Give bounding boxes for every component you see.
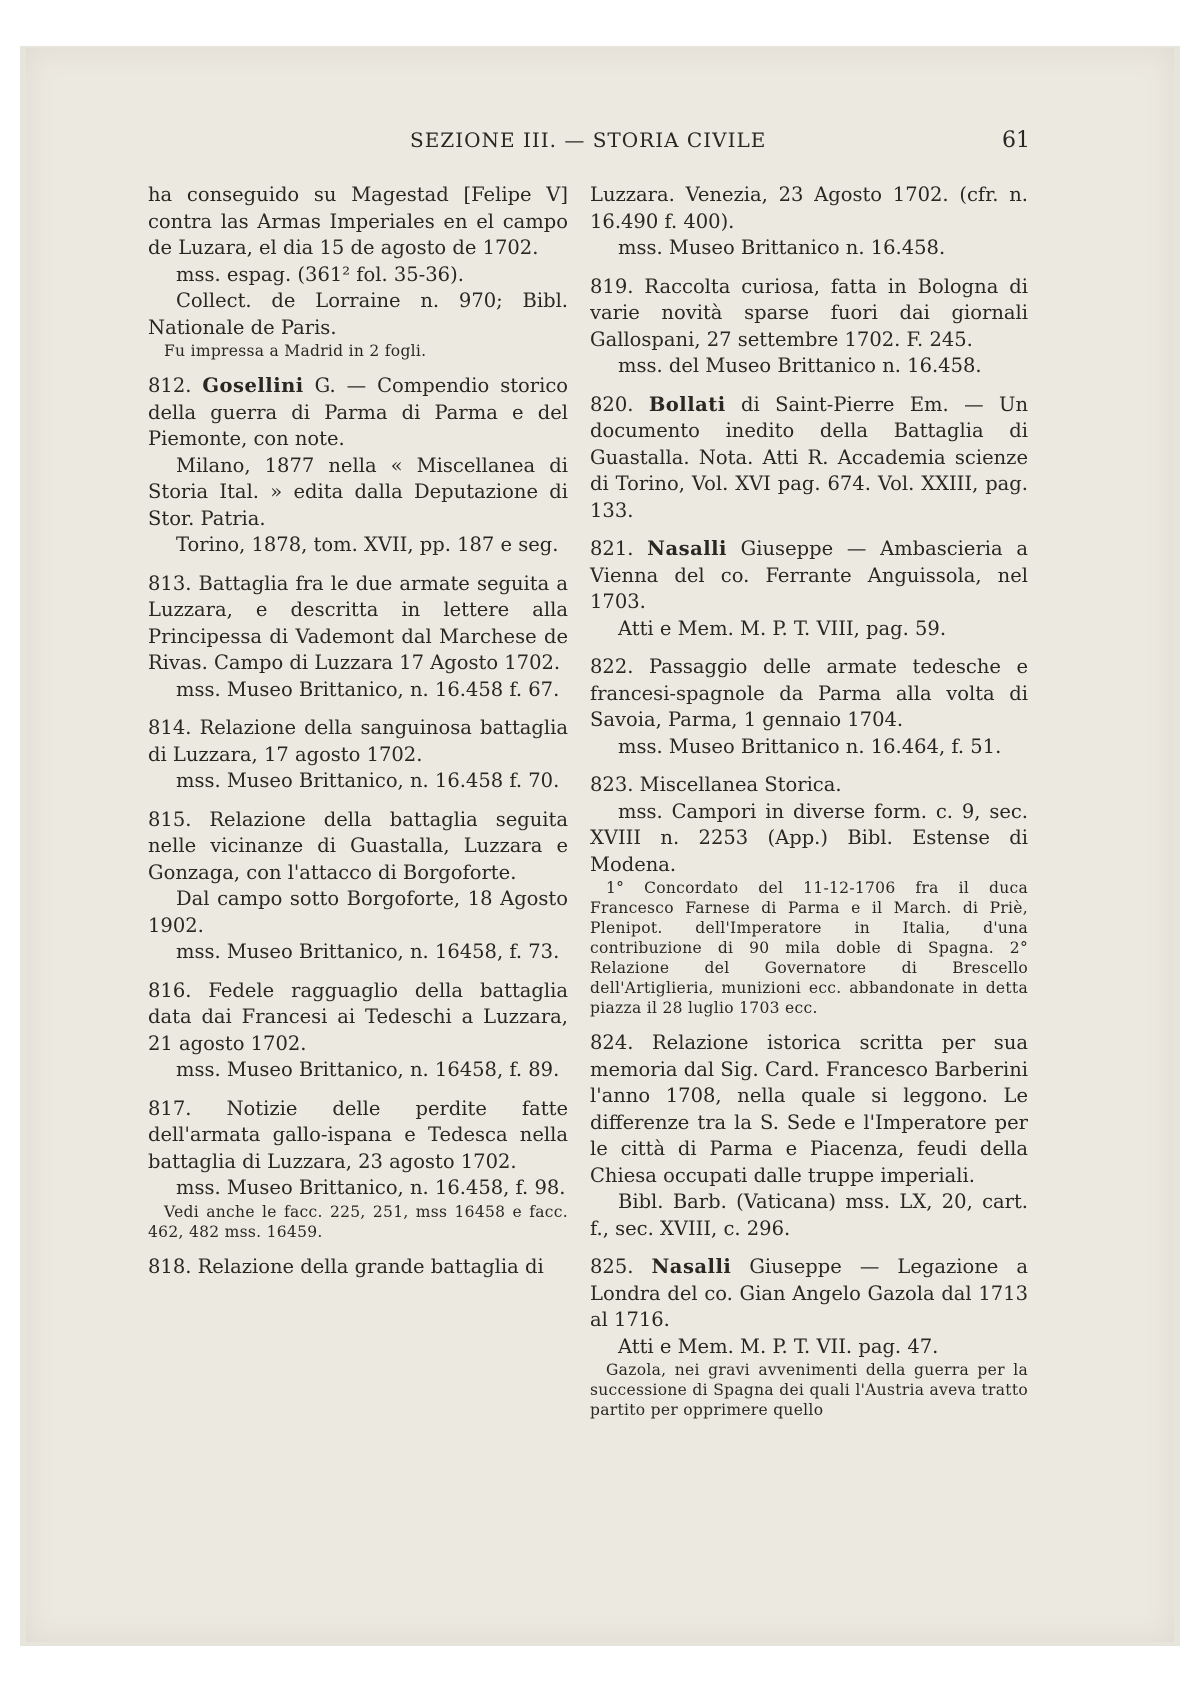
entry-mss: mss. Campori in diverse form. c. 9, sec. XVIII n. 2253 (App.) Bibl. Estense di Modena. [590, 799, 1028, 876]
entry-818 [148, 1254, 568, 1281]
entry-author: Nasalli [651, 1255, 732, 1278]
entry-author: Nasalli [647, 537, 727, 560]
entry-publication: Torino, 1878, tom. XVII, pp. 187 e seg. [176, 533, 559, 556]
entry-place-date: Dal campo sotto Borgoforte, 18 Agosto 1902. [148, 887, 568, 937]
entry-mss: mss. Museo Brittanico, n. 16458, f. 89. [176, 1058, 560, 1081]
entry-text: Relazione della grande battaglia di [191, 1254, 544, 1278]
entry-text: Fedele ragguaglio della battaglia data dai Francesi ai Tedeschi a Luzzara, 21 agosto 1702. [148, 978, 568, 1055]
entry-814 [148, 715, 568, 795]
entry-number: 821. [590, 537, 634, 560]
entry-number: 819. [590, 274, 634, 298]
entry-number: 823. [590, 773, 634, 796]
entry-815 [148, 807, 568, 966]
entry-author: Gosellini [202, 374, 304, 397]
entry-text: di Saint-Pierre Em. — Un documento inedito della Battaglia di Guastalla. Nota. Atti R. Accademia scienze di Torino, Vol. XVI pag. 674. Vol. XXIII, pag. 133. [590, 392, 1028, 522]
entry-820 [590, 392, 1028, 525]
entry-821 [590, 536, 1028, 642]
page-number: 61 [1002, 128, 1030, 153]
entry-number: 812. [148, 374, 192, 397]
entry-824 [590, 1030, 1028, 1242]
entry-number: 820. [590, 392, 634, 416]
section-title: SEZIONE III. — STORIA CIVILE [410, 128, 767, 152]
entry-mss: mss. Museo Brittanico, n. 16.458, f. 98. [176, 1176, 566, 1199]
entry-819 [590, 274, 1028, 380]
entry-mss: mss. Museo Brittanico, n. 16.458 f. 70. [176, 769, 560, 792]
entry-text: Passaggio delle armate tedesche e francesi-spagnole da Parma alla volta di Savoia, Parma, 1 gennaio 1704. [590, 655, 1028, 731]
entry-text: Giuseppe — Legazione a Londra del co. Gian Angelo Gazola dal 1713 al 1716. [590, 1255, 1028, 1331]
entry-text: Battaglia fra le due armate seguita a Luzzara, e descritta in lettere alla Principessa di Vademont dal Marchese de Rivas. Campo di Luzzara 17 Agosto 1702. [148, 571, 568, 674]
entry-number: 817. [148, 1096, 192, 1120]
entry-publication: Milano, 1877 nella « Miscellanea di Storia Ital. » edita dalla Deputazione di Stor. Patria. [148, 453, 568, 530]
entry-text: Giuseppe — Ambascieria a Vienna del co. Ferrante Anguissola, nel 1703. [590, 537, 1028, 613]
entry-collection: Collect. de Lorraine n. 970; Bibl. Nationale de Paris. [148, 289, 568, 339]
entry-813 [148, 571, 568, 704]
entry-mss: mss. espag. (361² fol. 35-36). [176, 262, 464, 286]
entry-822 [590, 654, 1028, 760]
entry-number: 825. [590, 1255, 634, 1278]
entry-note: Fu impressa a Madrid in 2 fogli. [164, 342, 427, 360]
entry-825 [590, 1254, 1028, 1420]
entry-text: Relazione istorica scritta per sua memoria dal Sig. Card. Francesco Barberini l'anno 1708, nella quale si leggono. Le differenze tra la S. Sede e l'Imperatore per le città di Parma e Piacenza, feudi della Chiesa occupati dalle truppe imperiali. [590, 1031, 1028, 1187]
entry-reference: Atti e Mem. M. P. T. VII. pag. 47. [618, 1334, 939, 1358]
entry-number: 814. [148, 716, 192, 739]
entry-reference: Bibl. Barb. (Vaticana) mss. LX, 20, cart. f., sec. XVIII, c. 296. [590, 1190, 1028, 1240]
entry-mss: mss. Museo Brittanico n. 16.464, f. 51. [618, 734, 1002, 758]
entry-816 [148, 978, 568, 1084]
entry-number: 818. [148, 1254, 192, 1278]
entry-author: Bollati [648, 392, 726, 416]
entry-text: Relazione della sanguinosa battaglia di Luzzara, 17 agosto 1702. [148, 716, 568, 766]
entry-number: 824. [590, 1031, 634, 1054]
entry-number: 815. [148, 807, 192, 831]
entry-mss: mss. del Museo Brittanico n. 16.458. [618, 354, 982, 377]
entry-text: Relazione della battaglia seguita nelle vicinanze di Guastalla, Luzzara e Gonzaga, con l'attacco di Borgoforte. [148, 807, 568, 884]
entry-817 [148, 1096, 568, 1242]
page-header [130, 128, 1030, 158]
entry-continued [148, 182, 568, 361]
entry-note: 1° Concordato del 11-12-1706 fra il duca Francesco Farnese di Parma e il March. di Priè, Plenipot. dell'Imperatore in Italia, d'una contribuzione di 90 mila doble di Spagna. 2° Relazione del Governatore di Brescello dell'Artiglieria, munizioni ecc. abbandonate in detta piazza il 28 luglio 1703 ecc. [590, 879, 1028, 1017]
entry-text: Luzzara. Venezia, 23 Agosto 1702. (cfr. n. 16.490 f. 400). [590, 183, 1028, 233]
entry-number: 816. [148, 978, 192, 1002]
right-column [590, 182, 1028, 1432]
entry-note: Gazola, nei gravi avvenimenti della guerra per la successione di Spagna dei quali l'Austria aveva tratto partito per opprimere quello [590, 1361, 1028, 1419]
entry-text: Miscellanea Storica. [633, 773, 842, 796]
entry-812 [148, 373, 568, 559]
entry-text: Raccolta curiosa, fatta in Bologna di varie novità sparse fuori dai giornali Gallospani, 27 settembre 1702. F. 245. [590, 274, 1028, 351]
left-column [148, 182, 568, 1292]
entry-mss: mss. Museo Brittanico n. 16.458. [618, 236, 946, 259]
entry-mss: mss. Museo Brittanico, n. 16458, f. 73. [176, 940, 560, 963]
entry-text: G. — Compendio storico della guerra di Parma di Parma e del Piemonte, con note. [148, 374, 568, 450]
entry-reference: Atti e Mem. M. P. T. VIII, pag. 59. [618, 616, 947, 640]
entry-number: 822. [590, 655, 634, 678]
entry-text: Notizie delle perdite fatte dell'armata gallo-ispana e Tedesca nella battaglia di Luzzara, 23 agosto 1702. [148, 1096, 568, 1173]
entry-number: 813. [148, 571, 192, 595]
entry-823 [590, 772, 1028, 1018]
entry-note: Vedi anche le facc. 225, 251, mss 16458 e facc. 462, 482 mss. 16459. [148, 1202, 568, 1241]
entry-text: ha conseguido su Magestad [Felipe V] contra las Armas Imperiales en el campo de Luzara, el dia 15 de agosto de 1702. [148, 183, 568, 259]
entry-continued [590, 182, 1028, 262]
entry-mss: mss. Museo Brittanico, n. 16.458 f. 67. [176, 677, 560, 701]
